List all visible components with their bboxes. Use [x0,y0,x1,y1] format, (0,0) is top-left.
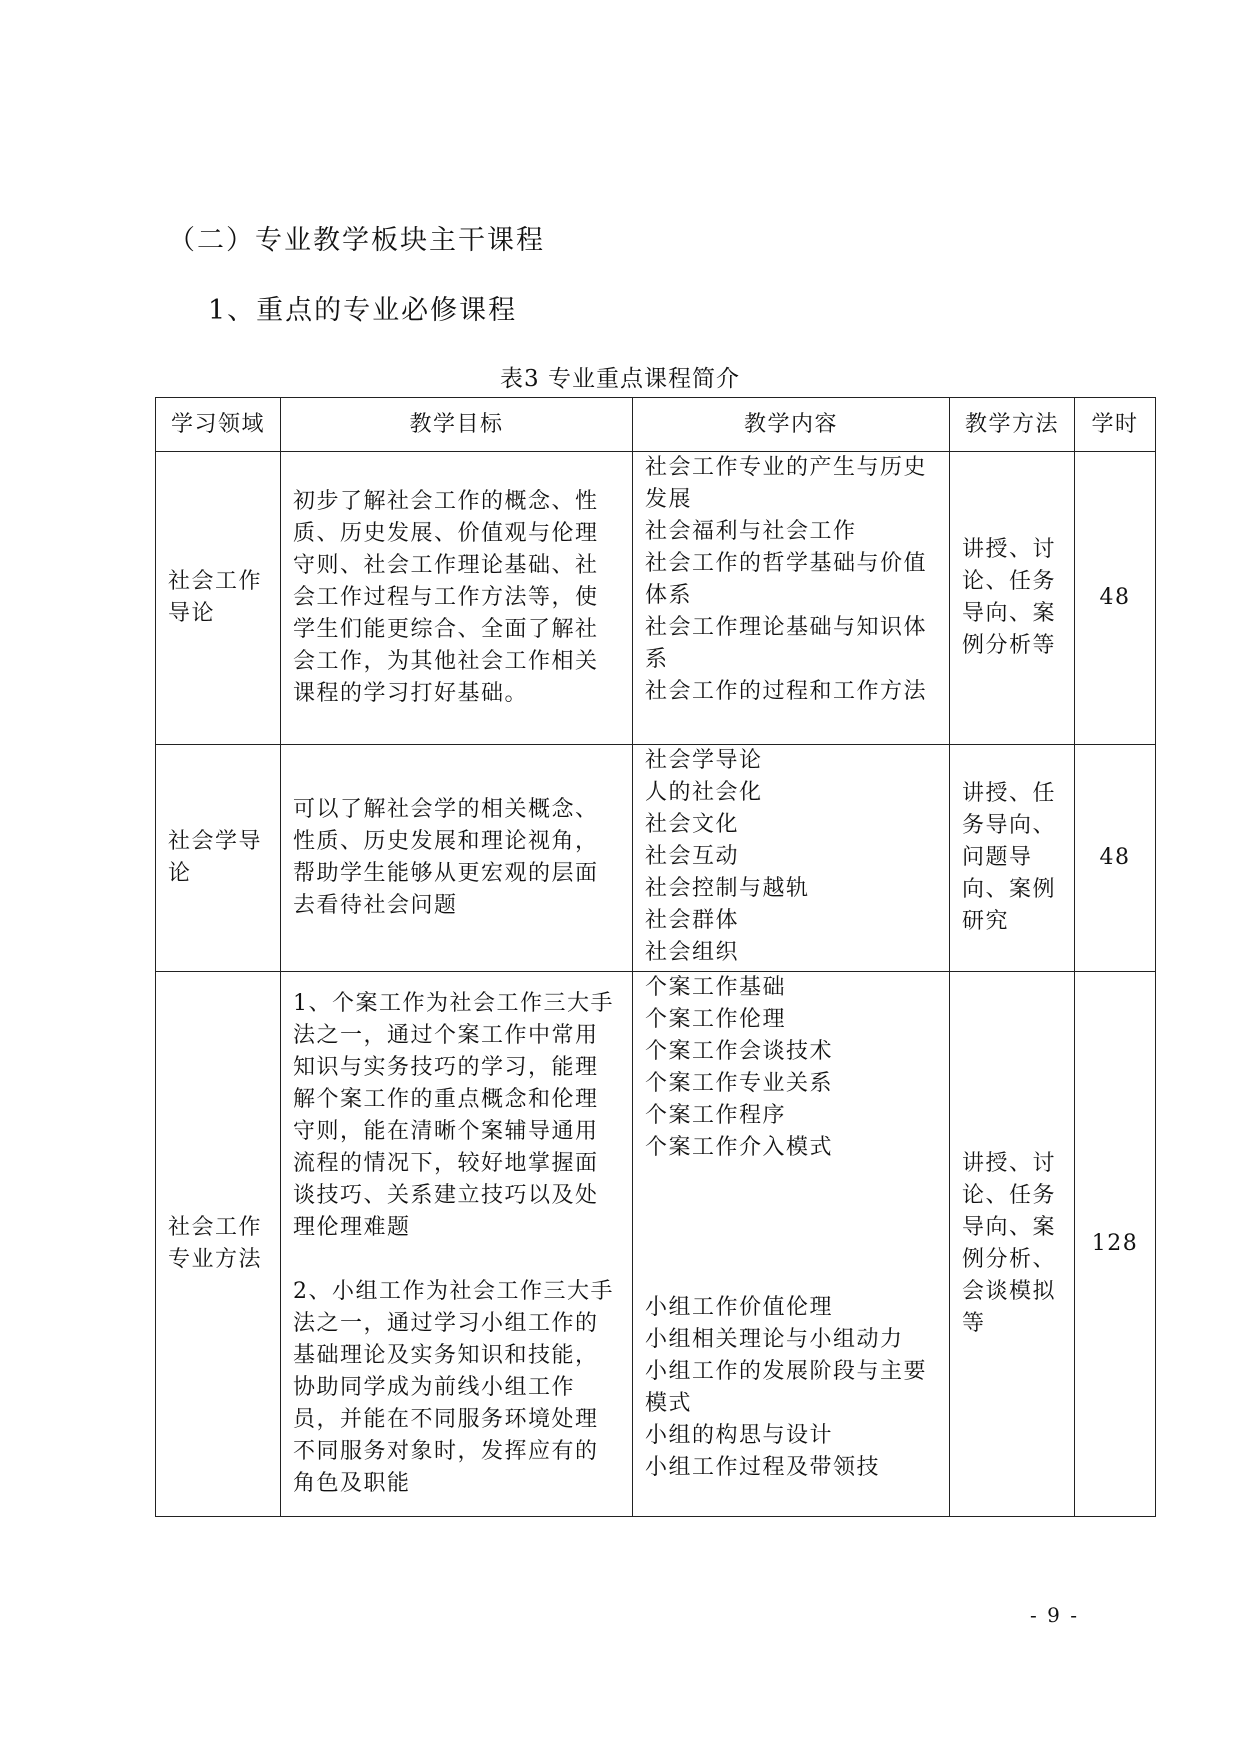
content-item: 社会工作的过程和工作方法 [645,679,928,704]
content-cell [633,452,950,745]
content-item: 个案工作基础 [645,975,787,1000]
content-cell [633,745,950,972]
course-table [155,397,1156,1517]
content-item: 社会学导论 [645,748,763,773]
content-item: 社会互动 [645,844,740,869]
content-item: 社会文化 [645,812,740,837]
content-item: 小组相关理论与小组动力 [645,1327,904,1352]
area-cell: 社会学导论 [156,745,281,972]
content-item: 社会组织 [645,940,740,965]
content-item: 社会工作理论基础与知识体系 [645,615,928,672]
header-hours: 学时 [1075,398,1156,452]
header-method: 教学方法 [950,398,1075,452]
method-cell: 讲授、讨论、任务导向、案例分析、会谈模拟等 [950,972,1075,1517]
area-cell: 社会工作导论 [156,452,281,745]
header-area: 学习领域 [156,398,281,452]
content-item: 个案工作程序 [645,1103,787,1128]
content-item: 社会控制与越轨 [645,876,810,901]
header-goal: 教学目标 [281,398,633,452]
content-cell [633,972,950,1517]
table-row [156,745,1156,972]
content-item: 个案工作伦理 [645,1007,787,1032]
goal-paragraph-2: 2、小组工作为社会工作三大手法之一，通过学习小组工作的基础理论及实务知识和技能，协助同学成为前线小组工作员，并能在不同服务环境处理不同服务对象时，发挥应有的角色及职能 [293,1279,614,1496]
hours-cell: 48 [1075,745,1156,972]
section-heading: （二）专业教学板块主干课程 [168,225,545,256]
table-row [156,452,1156,745]
area-cell: 社会工作专业方法 [156,972,281,1517]
content-item: 小组工作的发展阶段与主要模式 [645,1359,928,1416]
goal-cell: 可以了解社会学的相关概念、性质、历史发展和理论视角，帮助学生能够从更宏观的层面去看待社会问题 [281,745,633,972]
page-number: - 9 - [1030,1603,1079,1627]
content-item: 小组工作价值伦理 [645,1295,834,1320]
content-item: 小组工作过程及带领技 [645,1455,881,1480]
content-gap [645,1164,937,1292]
content-item: 社会工作专业的产生与历史发展 [645,455,928,512]
content-item: 个案工作介入模式 [645,1135,834,1160]
table-caption: 表3 专业重点课程简介 [500,366,740,392]
content-item: 个案工作会谈技术 [645,1039,834,1064]
table-row [156,972,1156,1517]
header-content: 教学内容 [633,398,950,452]
content-item: 小组的构思与设计 [645,1423,834,1448]
goal-cell [281,972,633,1517]
hours-cell: 128 [1075,972,1156,1517]
goal-cell: 初步了解社会工作的概念、性质、历史发展、价值观与伦理守则、社会工作理论基础、社会工作过程与工作方法等，使学生们能更综合、全面了解社会工作，为其他社会工作相关课程的学习打好基础。 [281,452,633,745]
content-item: 社会工作的哲学基础与价值体系 [645,551,928,608]
content-item: 人的社会化 [645,780,763,805]
content-item: 社会群体 [645,908,740,933]
subsection-heading: 1、重点的专业必修课程 [208,295,518,326]
paragraph-gap [293,1244,620,1276]
content-item: 社会福利与社会工作 [645,519,857,544]
goal-paragraph-1: 1、个案工作为社会工作三大手法之一，通过个案工作中常用知识与实务技巧的学习，能理解个案工作的重点概念和伦理守则，能在清晰个案辅导通用流程的情况下，较好地掌握面谈技巧、关系建立技巧以及处理伦理难题 [293,991,614,1240]
content-item: 个案工作专业关系 [645,1071,834,1096]
method-cell: 讲授、任务导向、问题导向、案例研究 [950,745,1075,972]
hours-cell: 48 [1075,452,1156,745]
table-header-row [156,398,1156,452]
method-cell: 讲授、讨论、任务导向、案例分析等 [950,452,1075,745]
